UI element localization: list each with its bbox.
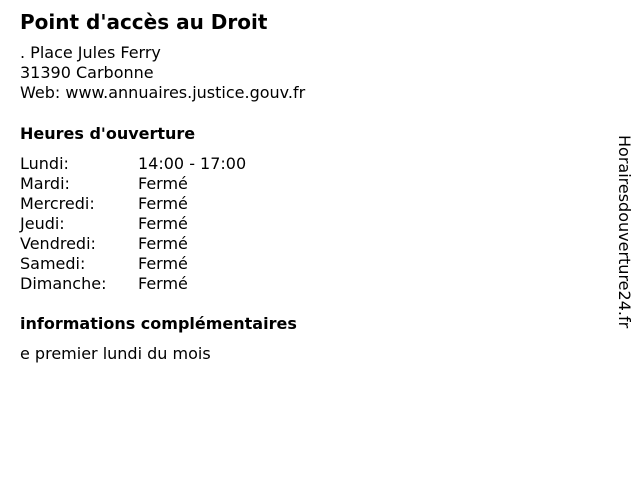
day-hours: Fermé: [138, 234, 188, 253]
day-hours: 14:00 - 17:00: [138, 154, 247, 173]
hours-row-friday: [20, 234, 320, 254]
day-label: Jeudi:: [20, 214, 65, 233]
day-hours: Fermé: [138, 274, 188, 293]
day-hours: Fermé: [138, 214, 188, 233]
opening-hours-heading: Heures d'ouverture: [20, 124, 196, 143]
day-label: Lundi:: [20, 154, 69, 173]
address-web: Web: www.annuaires.justice.gouv.fr: [20, 83, 306, 102]
address-street: . Place Jules Ferry: [20, 43, 161, 62]
day-label: Mercredi:: [20, 194, 95, 213]
day-hours: Fermé: [138, 194, 188, 213]
page-title: Point d'accès au Droit: [20, 10, 268, 34]
additional-info-heading: informations complémentaires: [20, 314, 297, 333]
opening-hours-table: [20, 154, 320, 294]
address-block: [20, 43, 305, 103]
day-hours: Fermé: [138, 254, 188, 273]
day-label: Dimanche:: [20, 274, 107, 293]
day-hours: Fermé: [138, 174, 188, 193]
hours-row-tuesday: [20, 174, 320, 194]
day-label: Vendredi:: [20, 234, 96, 253]
address-city: 31390 Carbonne: [20, 63, 154, 82]
hours-row-wednesday: [20, 194, 320, 214]
hours-row-sunday: [20, 274, 320, 294]
day-label: Mardi:: [20, 174, 70, 193]
additional-info-text: e premier lundi du mois: [20, 344, 211, 363]
site-watermark: Horairesdouverture24.fr: [615, 135, 634, 329]
day-label: Samedi:: [20, 254, 86, 273]
hours-row-thursday: [20, 214, 320, 234]
hours-row-monday: [20, 154, 320, 174]
hours-row-saturday: [20, 254, 320, 274]
